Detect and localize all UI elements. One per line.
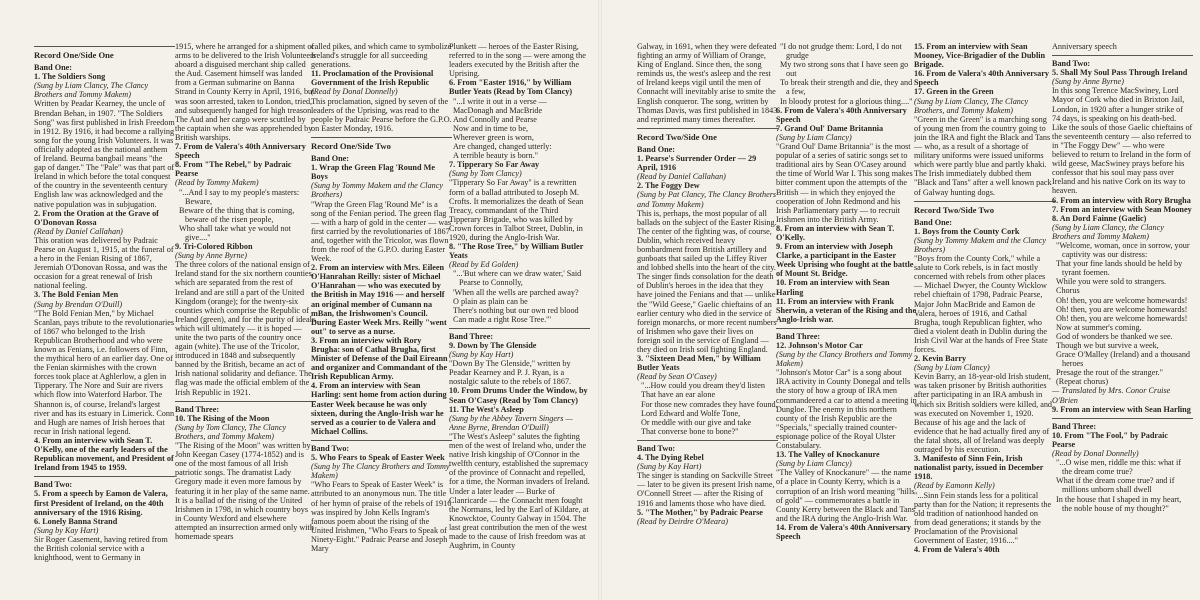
track-note: "Grand Oul' Dame Britannia" is the most popular of a series of satiric songs set to traditional airs by Sean O'Casey around the time of World War I. This song makes bitter comment upon the attempts of the British — in which they enjoyed the cooperation of John Redmond and his Irish Parliamentary party — to recruit Irishmen into the British Army.: [776, 142, 913, 224]
verse-line: That your fine lands should be held by tyrant foemen.: [1056, 259, 1183, 278]
section-rule: [914, 201, 1055, 202]
verse-line: "Welcome, woman, once in sorrow, your captivity was our distress:: [1056, 240, 1190, 260]
track-title: 2. From the Oration at the Grave of O'Donovan Rossa: [34, 208, 159, 227]
track-note: "The Bold Fenian Men," by Michael Scanlan, pays tribute to the revolutionaries of 1867 who belonged to the Irish Republican Brotherhood and who were known as Fenians, i.e. followers of Finn, the mythical hero of an earlier day. One of the Fenian skirmishes with the crown forces took place at Aghlerlow, a glen in Tipperary. The Nore and Suir are rivers which flow into Waterford Harbor. The Shannon is, of course, Ireland's largest river and has its estuary in Limerick. Conn and Hugh are names of Irish heroes that recur in Irish national legend.: [34, 308, 175, 436]
track-title: 6. From an interview with Rory Brugha: [1052, 195, 1191, 205]
track-title: 1. Boys from the County Cork: [914, 226, 1020, 236]
section-rule: [1052, 55, 1193, 56]
verse-line: What if the dream come true? and if millions unborn shall dwell: [1056, 476, 1175, 495]
verse-line: Are changed, changed utterly:: [453, 142, 552, 152]
track-note: Written by Peadar Kearney, the uncle of Brendan Behan, in 1907. "The Soldiers Song" was first published in Irish Freedom in 1912. By 1916, it had become a rallying song for the young Irish Volunteers. It was officially adopted as the national anthem of Ireland. Beurna bangbail means "the gap of danger." The "Pale" was that part of Ireland in which before the total conquest of the country in the seventeenth century English law was acknowledged and the native population was in subjugation.: [34, 99, 175, 209]
verse-line: Can made a right Rose Tree.'": [453, 314, 552, 324]
track-title: 7. Grand Oul' Dame Britannia: [776, 123, 884, 133]
track-title: 9. Down by The Glenside: [449, 341, 537, 350]
band-heading: Band Two:: [1052, 59, 1091, 69]
track-title: 10. From "The Fool," by Padraic Pearse: [1052, 430, 1169, 449]
track-credit: (Sung by Brendan O'Duill): [34, 299, 123, 309]
section-rule: [1052, 418, 1193, 419]
track-credit: (Sung by Kay Hart): [34, 525, 99, 535]
track-title: 13. The Valley of Knockanure: [776, 450, 880, 460]
track-credit: (Sung by the Clancy Brothers and Tommy Makem): [776, 350, 913, 369]
verse-line: To break their strength and die, they and a few,: [780, 78, 913, 97]
section-rule: [311, 137, 452, 138]
band-heading: Band Three:: [175, 404, 220, 414]
band-heading: Band One:: [637, 144, 675, 154]
track-title: 1. The Soldiers Song: [34, 72, 106, 82]
track-title: 15. From an interview with Sean Mooney, Vice-Brigadier of the Dublin Brigade.: [914, 42, 1046, 70]
track-title: 4. The Dying Rebel: [637, 453, 704, 463]
verse-line: Or meddle with our give and take: [641, 417, 752, 427]
band-heading: Band One:: [311, 154, 349, 164]
track-title: 6. From de Valera's 40th Anniversary Speech: [776, 105, 907, 124]
track-credit: (Sung by Liam Clancy, the Clancy Brothers and Tommy Makem): [1052, 222, 1164, 241]
track-title: 2. Kevin Barry: [914, 354, 967, 364]
track-note: Kevin Barry, an 18-year-old Irish student, was taken prisoner by British authorities after participating in an IRA ambush in which six British soldiers were killed, and was executed on November 1, 1920. Because of his age and the lack of evidence that he had actually fired any of the fatal shots, all of Ireland was deeply outraged by his execution.: [914, 372, 1053, 455]
track-title: 2. The Foggy Dew: [637, 181, 700, 191]
track-credit: (Sung by Tom Clancy): [449, 169, 522, 179]
track-note: In this song Terence MacSwiney, Lord Mayor of Cork who died in Brixton Jail, London, in 1920 after a hunger strike of 74 days, is speaking on his death-bed. Like the souls of those Gaelic chieftains of the seventeenth century — also referred to in "The Foggy Dew" — who were believed to return to Ireland in the form of wild geese, MacSwiney prays before his confessor that his soul may pass over Ireland and his native Cork on its way to heaven.: [1052, 86, 1193, 196]
track-note: "Wrap the Green Flag 'Round Me" is a song of the Fenian period. The green flag — with a harp of gold in the center — was first carried by the revolutionaries of 1867 and, together with the Tricolor, was flown from the roof of the G.P.O. during Easter Week.: [311, 199, 452, 264]
verse-line: God of wonders be thanked we see.: [1056, 331, 1173, 341]
verse-line: Now and in time to be,: [453, 123, 529, 133]
verse-line: In bloody protest for a glorious thing....": [780, 96, 913, 106]
track-title: 1. Pearse's Surrender Order — 29 April, 1916: [637, 154, 757, 173]
band-heading: Band Three:: [1052, 421, 1097, 431]
column-5: [637, 42, 778, 598]
track-title: 3. Manifesto of Sinn Fein, Irish nationalist party, issued in December 1918.: [914, 454, 1044, 482]
verse-line: "I do not grudge them: Lord, I do not grudge: [780, 42, 902, 61]
side-heading: Record Two/Side One: [637, 131, 717, 142]
verse-line: There's nothing but our own red blood: [453, 305, 579, 315]
page-fold: [598, 0, 602, 600]
track-credit: (Sung by Tommy Makem and the Clancy Brothers): [914, 235, 1047, 254]
track-credit: (Read by Tommy Makem): [175, 178, 259, 188]
track-title: 10. The Rising of the Moon: [175, 413, 270, 423]
section-rule: [34, 476, 175, 477]
track-credit: (Read by Donal Donnelly): [1052, 449, 1139, 459]
track-title: 4. From an interview with Sean Harling: sent home from action during Easter Week because he was only sixteen, during the Anglo-Irish war he served as a courier to de Valera and Michael Collins.: [311, 381, 447, 436]
track-credit: (Sung by Anne Byrne): [1052, 77, 1124, 87]
verse-line: MacDonagh and MacBride: [453, 105, 543, 115]
band-heading: Band One:: [34, 63, 72, 73]
track-note: Sir Roger Casement, having retired from the British colonial service with a knighthood, went to Germany in: [34, 534, 168, 563]
verse-line: While you were sold to strangers.: [1056, 277, 1167, 287]
track-credit: (Read by Daniel Callahan): [637, 172, 726, 182]
track-credit: (Read by Donal Donnelly): [311, 87, 398, 97]
track-note: "Tipperary So Far Away" is a rewritten form of a ballad attributed to Joseph M. Crofts. It memorializes the death of Sean Treacy, commandant of the Third Tipperary Brigade, who was killed by Crown forces in Talbot Street, Dublin, in 1920, during the Anglo-Irish War.: [449, 178, 584, 242]
track-title: 7. Tipperary So Far Away: [449, 160, 540, 170]
track-title: 12. Johnson's Motor Car: [776, 341, 863, 350]
track-credit: (Sung by Liam Clancy): [776, 459, 852, 469]
track-note: "Down By The Glenside," written by Peadar Kearney and P. J. Ryan, is a nostalgic salute to the rebels of 1867.: [449, 359, 572, 387]
verse-line: My two strong sons that I have seen go out: [780, 60, 909, 79]
track-title: 8. From "The Rebel," by Padraic Pearse: [175, 160, 292, 179]
verse-line: Beware of the thing that is coming, beware of the risen people,: [179, 205, 295, 224]
verse-line: For those new comrades they have found,: [641, 399, 778, 409]
track-title: 5. Shall My Soul Pass Through Ireland: [1052, 68, 1188, 78]
track-credit: (Sung by Liam Clancy, The Clancy Brothers, and Tommy Makem): [914, 96, 1029, 115]
verse-line: Oh! then, you are welcome homewards!: [1056, 295, 1188, 305]
track-title: 6. From "Easter 1916," by William Butler Yeats (Read by Tom Clancy): [449, 78, 573, 97]
column-4: [449, 42, 590, 598]
track-title: 8. From an interview with Sean T. O'Kelly.: [776, 223, 895, 242]
track-credit: (Sung by The Clancy Brothers and Tommy Makem): [311, 462, 450, 481]
verse-line: Oh! then, you are welcome homewards!: [1056, 313, 1188, 323]
track-title: 6. Lonely Banna Strand: [34, 516, 118, 526]
track-note: Galway, in 1691, when they were defeated fighting an army of William of Orange, King of England. Since then, the song reminds us, the west's asleep and the rest of Ireland keeps vigil until the men of Connacht will inevitably arise to smite the English conqueror. The song, written by Thomas Davis, was first published in 1843 and reprinted many times thereafter.: [637, 42, 778, 124]
track-title: 2. From an interview with Mrs. Eileen O'Hanrahan Reilly: sister of Michael O'Hanrahan — who was executed by the British in May 1916 — and herself an original member of Cumann na mBan, the Irishwomen's Council. During Easter Week Mrs. Reilly "went out" to serve as a nurse.: [311, 263, 447, 336]
track-title: 10. From an interview with Sean Harling: [776, 278, 890, 297]
verse-line: "...I write it out in a verse —: [453, 96, 547, 106]
verse-line: A terrible beauty is born.": [453, 151, 538, 161]
track-note: called pikes, and which came to symbolize Ireland's struggle for all succeeding generations.: [311, 42, 452, 70]
track-title: 5. "The Mother," by Padraic Pearse: [637, 507, 763, 517]
track-credit: (Sung by Anne Byrne): [175, 251, 247, 261]
track-title: 11. Proclamation of the Provisional Government of the Irish Republic: [311, 69, 434, 88]
band-heading: Band Two:: [637, 443, 676, 453]
track-title: 3. "Sixteen Dead Men," by William Butler Yeats: [637, 354, 761, 373]
verse-line: "...'But where can we draw water,' Said Pearse to Connolly,: [453, 269, 582, 288]
track-credit: (Read by Sean O'Casey): [637, 372, 717, 382]
verse-line: 'When all the wells are parched away?: [453, 287, 579, 297]
track-credit: (Sung by Tommy Makem and the Clancy Brothers): [311, 181, 444, 200]
column-3: [311, 42, 452, 598]
track-note: This is, perhaps, the most popular of all ballads on the subject of the Easter Rising. The center of the fighting was, of course, Dublin, which received heavy bombardment from British artillery and gunboats that sailed up the Liffey River and lobbed shells into the heart of the city. The singer finds consolation for the death of Dublin's heroes in the idea that they have joined the Fenians and that — unlike the "Wild Geese," Gaelic chieftains of an earlier century who died in the service of foreign monarchs, or more recent numbers of Irishmen who gave their lives on foreign soil in the service of England — they died on Irish soil fighting England.: [637, 208, 777, 354]
section-rule: [637, 440, 778, 441]
track-title: 10. From Drums Under the Window, by Sean O'Casey (Read by Tom Clancy): [449, 386, 588, 405]
verse-line: Grace O'Malley (Ireland) and a thousand heroes: [1056, 350, 1191, 369]
column-8: [1052, 42, 1193, 598]
track-note: The singer is standing on Sackville Street — later to be given its present Irish name, O'Connell Street — after the Rising of 1916 and laments those who have died.: [637, 471, 775, 508]
track-note: This proclamation, signed by seven of the leaders of the Uprising, was read to the people by Padraic Pearse before the G.P.O. on Easter Monday, 1916.: [311, 96, 452, 133]
track-title: 9. From an interview with Sean Harling: [1052, 404, 1191, 414]
track-credit: (Sung by the Abbey Tavern Singers — Anne Byrne, Brendan O'Duill): [449, 413, 573, 432]
column-2: [175, 42, 316, 598]
track-title: 5. Who Fears to Speak of Easter Week: [311, 453, 445, 463]
section-rule: [449, 328, 590, 329]
band-heading: Band Three:: [776, 331, 821, 341]
verse-line: Wherever green is worn,: [453, 132, 534, 142]
track-title: 7. From an interview with Sean Mooney: [1052, 204, 1192, 214]
track-title: 16. From de Valera's 40th Anniversary Speech: [914, 69, 1049, 88]
track-title: 4. From de Valera's 40th: [914, 545, 1000, 555]
verse-line: And Connolly and Pearse: [453, 114, 537, 124]
side-heading: Record One/Side Two: [311, 140, 391, 151]
track-credit: (Sung by Pat Clancy, The Clancy Brothers and Tommy Makem): [637, 190, 777, 209]
track-credit: (Read by Ed Golden): [449, 260, 519, 270]
track-credit: (Read by Eamonn Kelly): [914, 481, 995, 491]
track-title: 1. Wrap the Green Flag 'Round Me Boys: [311, 163, 435, 182]
section-rule: [637, 128, 778, 129]
verse-line: In the house that I shaped in my heart, the noble house of my thought?": [1056, 494, 1182, 513]
verse-line: O plain as plain can be: [453, 296, 528, 306]
track-credit: (Read by Daniel Callahan): [34, 226, 123, 236]
band-heading: Band Two:: [311, 443, 350, 453]
track-note: The three colors of the national ensign of Ireland stand for the six northern counties, which are separated from the rest of Ireland and are still a part of the United Kingdom (orange); for the twenty-six counties which comprise the Republic of Ireland (green), and for the purity of ideals which will ultimately — it is hoped — unite the two parts of the country once again (white). The use of the Tricolor, introduced in 1848 and subsequently banned by the British, became an act of Irish national solidarity and defiance. The flag was made the official emblem of the Irish Republic in 1921.: [175, 260, 316, 397]
track-note: "Who Fears to Speak of Easter Week" is attributed to an anonymous nun. The title of her hymn of praise of the rebels of 1916 was inspired by John Kells Ingram's famous poem about the rising of the United Irishmen, "Who Fears to Speak of Ninety-Eight." Padraic Pearse and Joseph Mary: [311, 480, 452, 553]
band-heading: Band Three:: [449, 331, 494, 341]
track-title: 3. From an interview with Rory Brugha: son of Cathal Brugha, first Minister of Defense of the Dail Eireann and organizer and Commandant of the Irish Republican Army.: [311, 335, 448, 382]
track-title: 9. Tri-Colored Ribbon: [175, 242, 253, 252]
track-note: "Green in the Green" is a marching song of young men from the country going to join the IRA and fight the Black and Tans — who, as a result of a shortage of military uniforms were issued uniforms which were partly blue and partly khaki. The Irish immediately dubbed them "Black and Tans" after a well known pack of Galway hunting dogs.: [914, 114, 1052, 197]
verse-line: Now at summer's coming.: [1056, 322, 1142, 332]
section-rule: [311, 440, 452, 441]
track-title: 11. The West's Asleep: [449, 404, 524, 414]
column-1: [34, 42, 175, 598]
track-note: "The West's Asleep" salutes the fighting men of the west of Ireland who, under the native Irish kingship of O'Connor in the twelfth century, established the supremacy of the province of Connacht and repelled, for a time, the Norman invaders of Ireland. Under a later leader — Burke of Clanricarde — the Connacht men fought the Normans, led by the Earl of Kildare, at Knowcktoe, County Galway in 1504. The last great contribution the men of the west made to the cause of Irish freedom was at Aughrim, in County: [449, 431, 590, 551]
verse-line: "...O wise men, riddle me this: what if the dream come true?: [1056, 458, 1181, 477]
track-title: 14. From de Valera's 40th Anniversary Speech: [776, 522, 911, 541]
track-title: 11. From an interview with Frank Sherwin, a veteran of the Rising and the Anglo-Irish war.: [776, 296, 917, 324]
track-credit: (Sung by Kay Hart): [637, 462, 702, 472]
track-note: "The Valley of Knockanure" — the name of a place in County Kerry, which is a corruption of an Irish word meaning "hills of gold" — commemorates a battle in County Kerry between the Black and Tans and the IRA during the Anglo-Irish War.: [776, 468, 915, 523]
column-7: [914, 42, 1055, 598]
verse-line: Lord Edward and Wolfe Tone,: [641, 408, 741, 418]
track-title: 8. "The Rose Tree," by William Butler Yeats: [449, 242, 584, 261]
track-credit: (Sung by Liam Clancy, The Clancy Brothers and Tommy Makem): [34, 81, 149, 100]
track-credit: (Sung by Liam Clancy): [914, 363, 990, 373]
track-note: 1915, where he arranged for a shipment of arms to be delivered to the Irish Volunteers aboard a disguised merchant ship called the Aud. Casement himself was landed from a German submarine on Banna Strand in County Kerry in April, 1916, but was soon arrested, taken to London, tried, and subsequently hanged for high treason. The Aud and her cargo were scuttled by the captain when she was apprehended by British warships.: [175, 42, 316, 142]
verse-line: Chorus: [1056, 286, 1080, 296]
track-note: This oration was delivered by Padraic Pearse on August 1, 1915, at the funeral of a hero in the Fenian Rising of 1867, Jeremiah O'Donovan Rossa, and was the occasion for a great renewal of Irish national feeling.: [34, 235, 174, 291]
section-rule: [776, 328, 917, 329]
verse-line: (Repeat chorus): [1056, 377, 1109, 387]
band-heading: Band Two:: [34, 480, 73, 490]
verse-line: That have an ear alone: [641, 390, 716, 400]
track-title: 9. From an interview with Joseph Clarke, a participant in the Easter Week Uprising who fought at the battle of Mount St. Bridge.: [776, 242, 914, 279]
section-rule: [175, 401, 316, 402]
track-note: "The Rising of the Moon" was written by John Keegan Casey (1774-1852) and is one of the most famous of all Irish patriotic songs. The dramatist Lady Gregory made it even more famous by featuring it in her play of the same name. It is a ballad of the rising of the United Irishmen in 1798, in which country boys in County Wexford and elsewhere attempted an insurrection armed only with homemade spears: [175, 441, 314, 541]
track-note: Plunkett — heroes of the Easter Rising, referred to in the song — were among the leaders executed by the British after the Uprising.: [449, 42, 586, 79]
track-title: 8. An Dord Fainne (Gaelic): [1052, 213, 1147, 223]
column-6: [776, 42, 917, 598]
verse-line: Presage the rout of the stranger.": [1056, 368, 1164, 378]
track-title: 17. Green in the Green: [914, 87, 994, 97]
section-rule: [34, 46, 175, 47]
verse-line: That converse bone to bone?": [641, 426, 739, 436]
track-title: 5. From a speech by Eamon de Valera, first President of Ireland, on the 40th anniversary of the 1916 Rising.: [34, 489, 168, 517]
track-title: 3. The Bold Fenian Men: [34, 290, 119, 300]
verse-line: "...How could you dream they'd listen: [641, 381, 765, 391]
track-note: "Johnson's Motor Car" is a song about IRA activity in County Donegal and tells the story of how a group of IRA men commandeered a car to attend a meeting in Dungloe. The enemy in this northern county of the Irish Republic are the "Specials," specially trained counter-espionage police of the Royal Ulster Constabulary.: [776, 368, 917, 451]
track-note: "...Sinn Fein stands less for a political party than for the Nation; it represents the old tradition of nationhood handed on from dead generations; it stands by the Proclamation of the Provisional Government of Easter, 1916....": [914, 490, 1052, 545]
track-credit: (Read by Deirdre O'Meara): [637, 516, 728, 526]
track-credit: (Sung by Kay Hart): [449, 350, 514, 360]
side-heading: Record Two/Side Two: [914, 204, 995, 215]
verse-line: "...And I say to my people's masters: Beware,: [179, 187, 300, 206]
track-note: Anniversary speech: [1052, 42, 1117, 51]
band-heading: Band One:: [914, 217, 952, 227]
track-credit: (Sung by Tom Clancy, The Clancy Brothers, and Tommy Makem): [175, 422, 287, 441]
track-credit: (Sung by Liam Clancy): [776, 132, 852, 142]
track-note: "Boys from the County Cork," while a salute to Cork rebels, is in fact mostly concerned with rebels from other places — Michael Dwyer, the County Wicklow rebel chieftain of 1798, Padraic Pearse, Major John MacBride and Eamon de Valera, heroes of 1916, and Cathal Brugha, tough Republican fighter, who died a violent death in Dublin during the Irish Civil War at the hands of Free State forces.: [914, 254, 1048, 354]
verse-line: Though we but survive a week,: [1056, 341, 1159, 350]
side-heading: Record One/Side One: [34, 50, 114, 60]
verse-line: Who shall take what ye would not give....": [179, 223, 291, 242]
verse-line: Oh! then, you are welcome homewards!: [1056, 304, 1188, 314]
track-title: 7. From de Valera's 40th Anniversary Speech: [175, 142, 306, 161]
track-title: 4. From an interview with Sean T. O'Kelly, one of the early leaders of the Republican movement, and President of Ireland from 1945 to 1959.: [34, 435, 174, 473]
track-credit: — Translated by Mrs. Conor Cruise O'Brien: [1052, 386, 1171, 405]
